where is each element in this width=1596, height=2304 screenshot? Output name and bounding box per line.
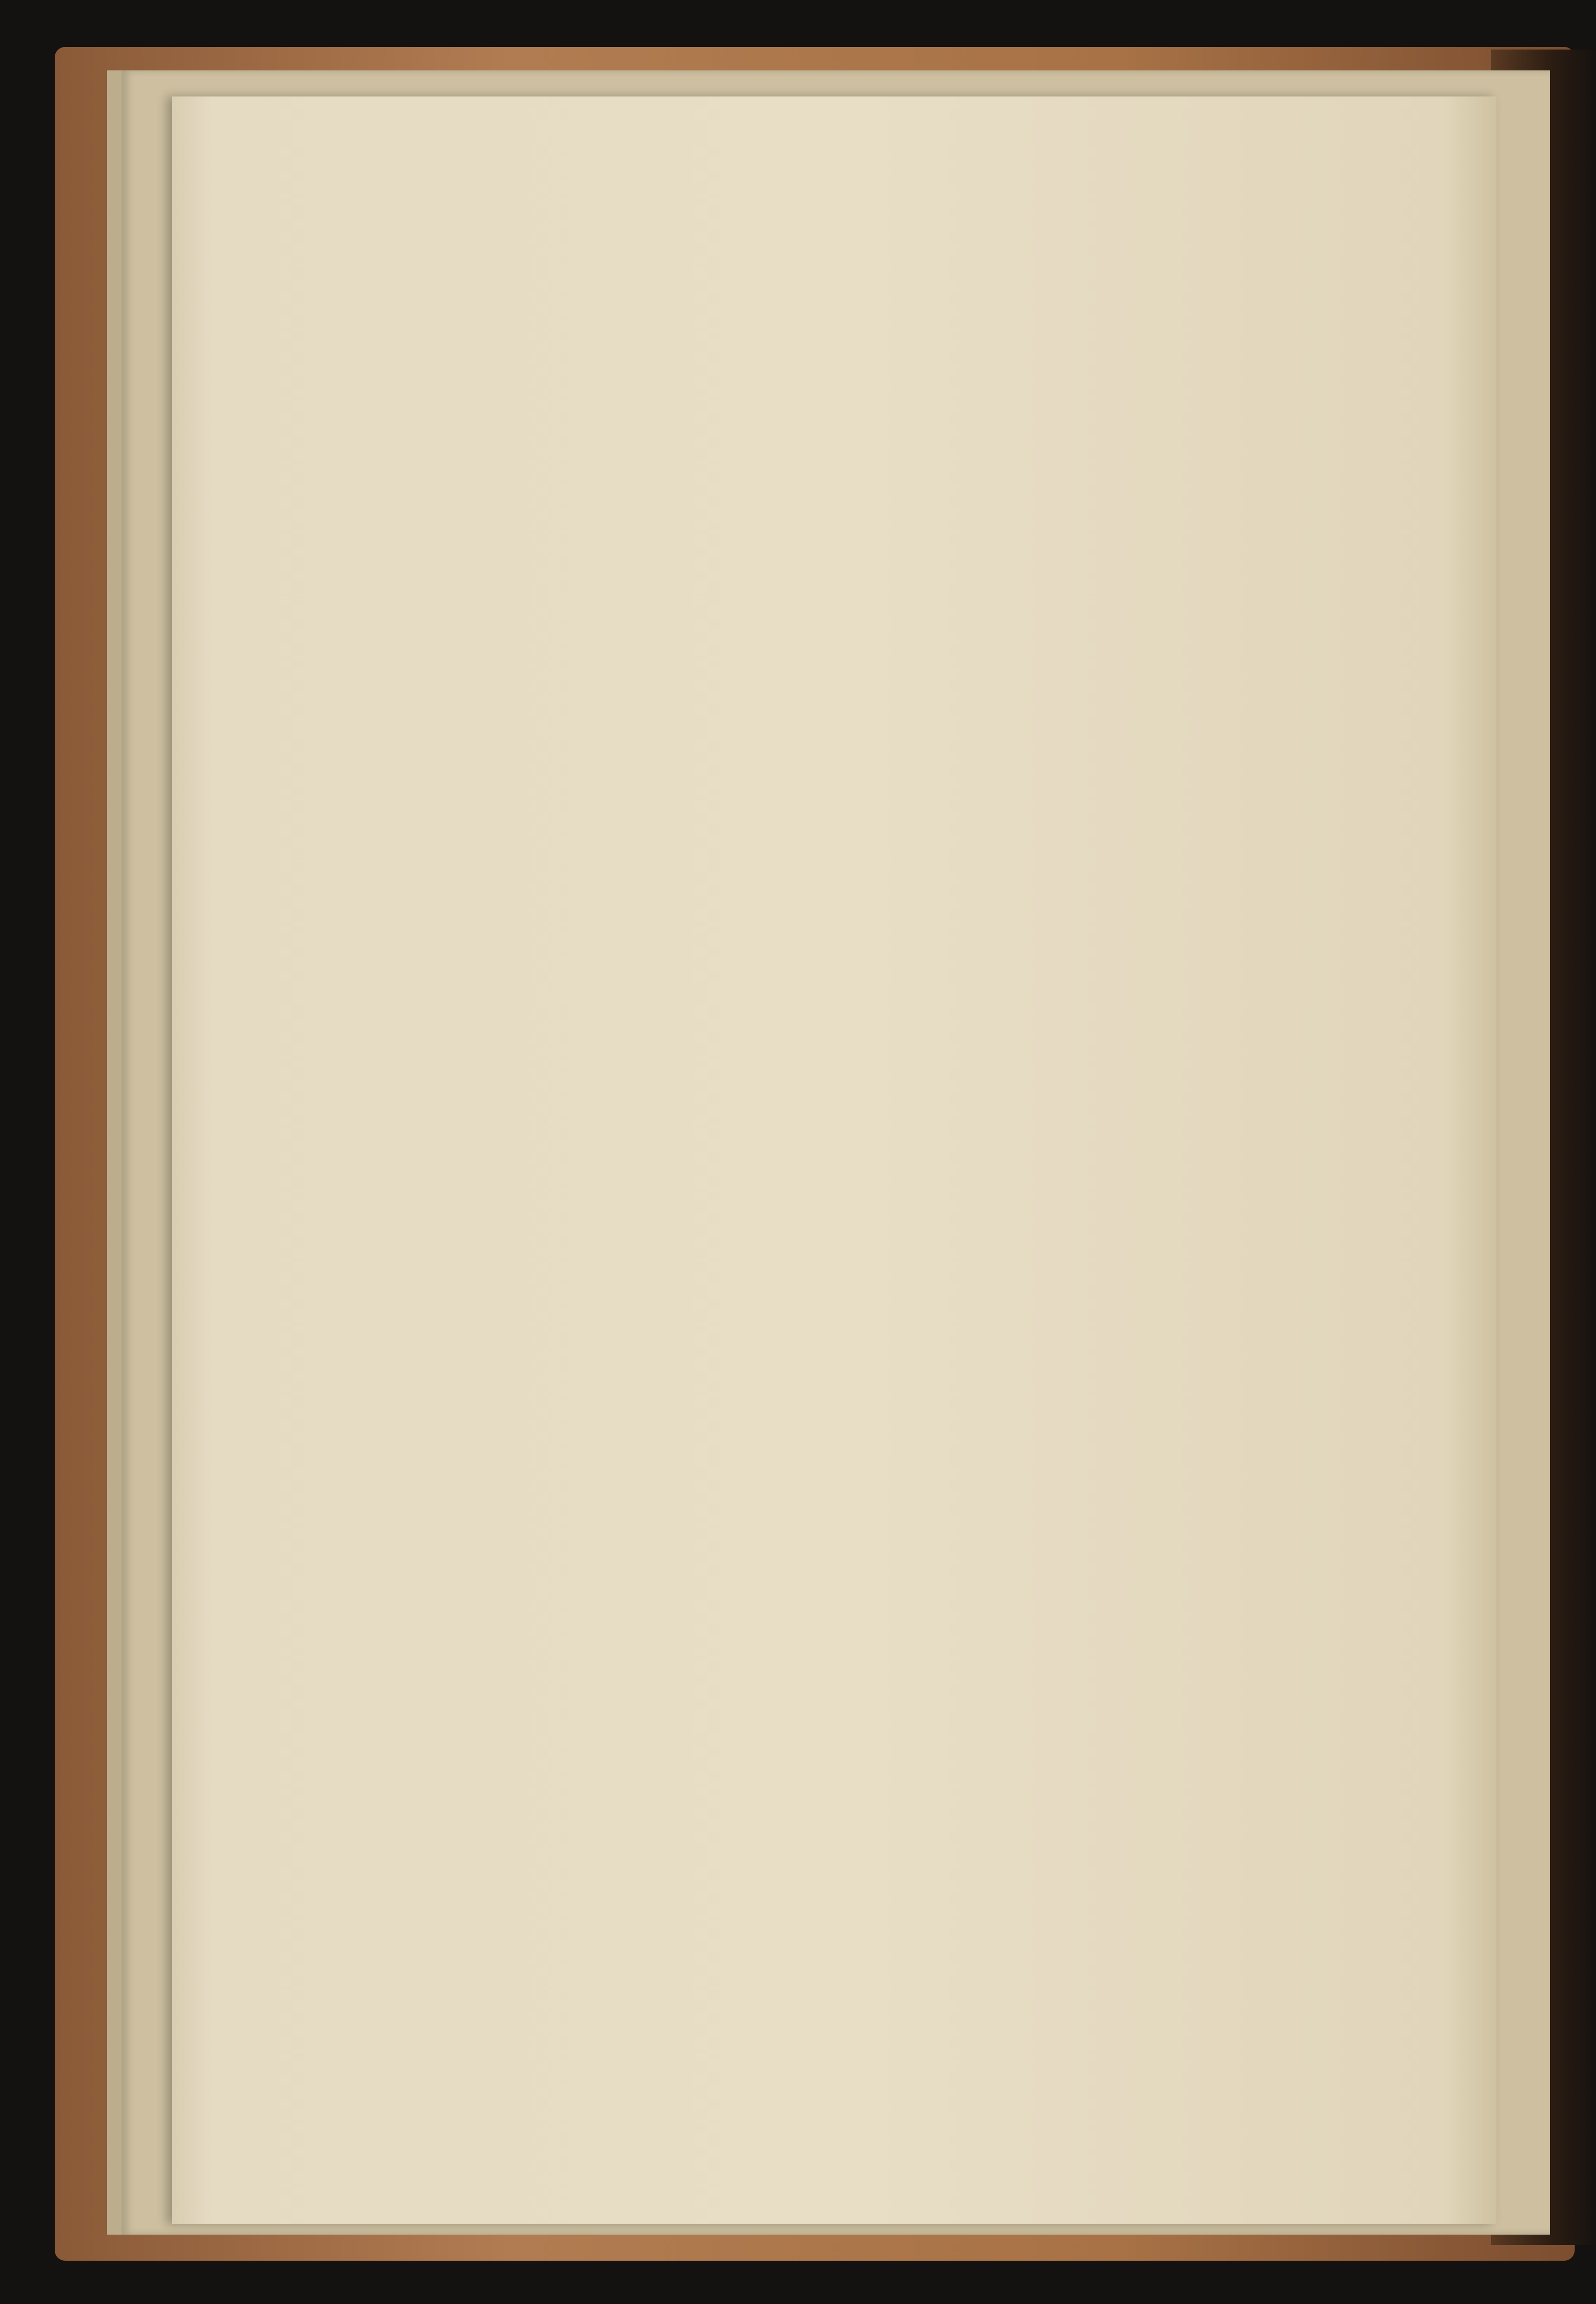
book-page	[172, 96, 1496, 2224]
